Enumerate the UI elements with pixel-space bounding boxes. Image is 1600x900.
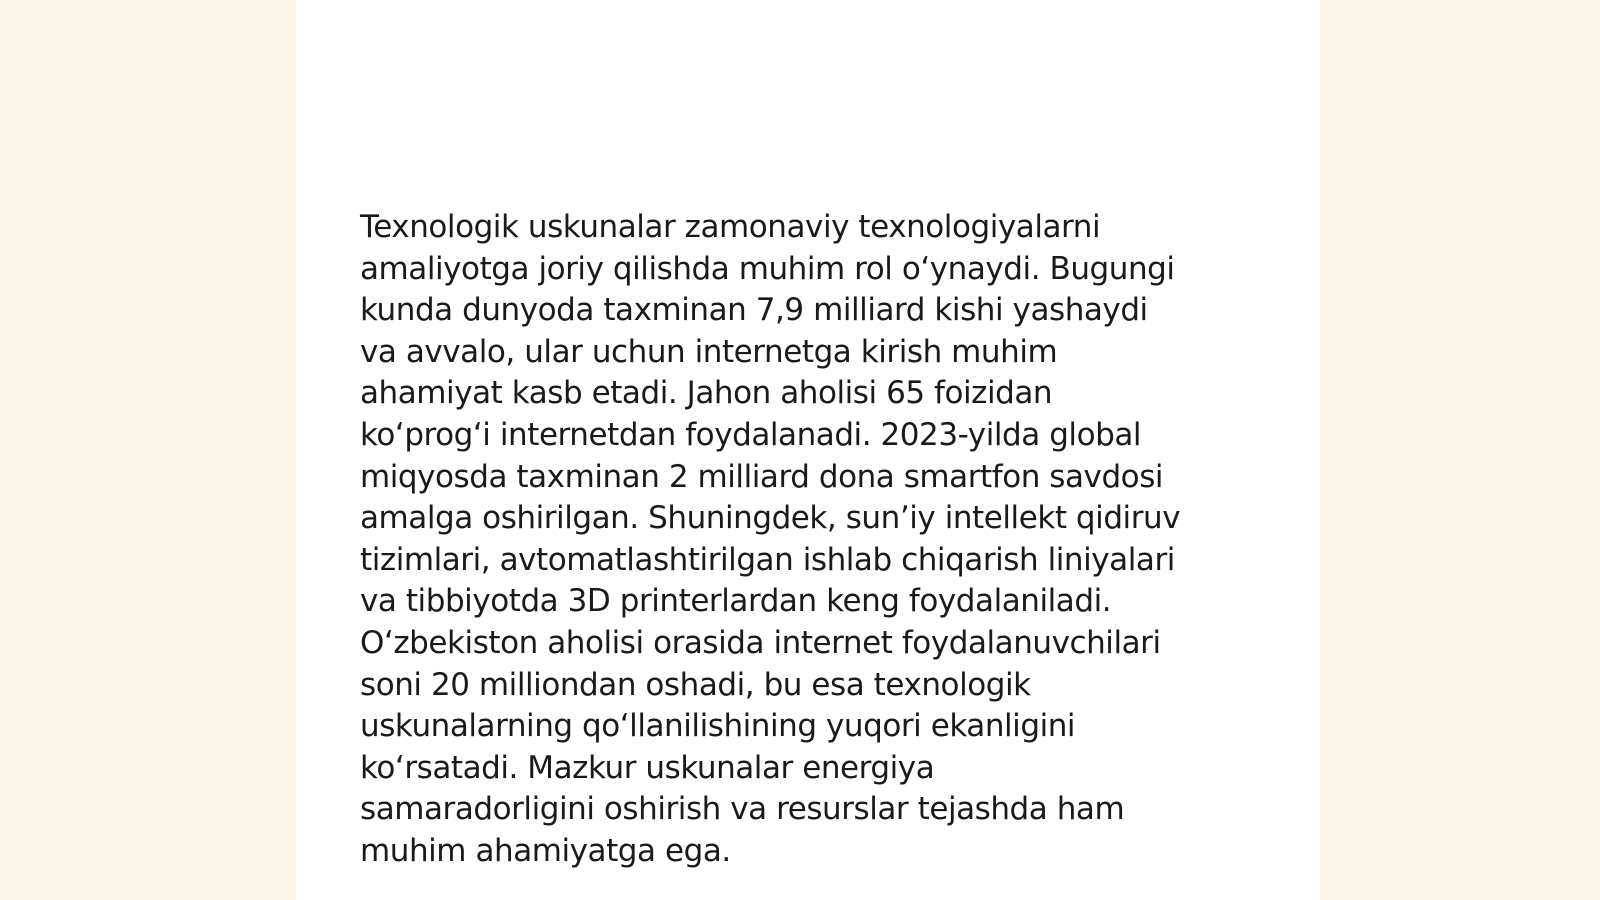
- paragraph-line: tizimlari, avtomatlashtirilgan ishlab chiqarish liniyalari: [360, 541, 1175, 578]
- paragraph-line: uskunalarning qo‘llanilishining yuqori ekanligini: [360, 708, 1076, 745]
- paragraph-line: samaradorligini oshirish va resurslar tejashda ham: [360, 791, 1125, 828]
- paragraph-line: muhim ahamiyatga ega.: [360, 832, 731, 869]
- paragraph-line: kunda dunyoda taxminan 7,9 milliard kishi yashaydi: [360, 292, 1148, 329]
- paragraph-line: O‘zbekiston aholisi orasida internet foydalanuvchilari: [360, 624, 1161, 661]
- paragraph-line: Texnologik uskunalar zamonaviy texnologiyalarni: [360, 209, 1101, 245]
- paragraph-line: soni 20 milliondan oshadi, bu esa texnologik: [360, 666, 1031, 703]
- paragraph-line: ko‘rsatadi. Mazkur uskunalar energiya: [360, 749, 935, 786]
- body-paragraph: [360, 207, 1260, 873]
- paragraph-line: ahamiyat kasb etadi. Jahon aholisi 65 foizidan: [360, 375, 1053, 412]
- paragraph-line: va tibbiyotda 3D printerlardan keng foydalaniladi.: [360, 583, 1112, 620]
- paragraph-line: va avvalo, ular uchun internetga kirish muhim: [360, 333, 1058, 370]
- paragraph-line: ko‘prog‘i internetdan foydalanadi. 2023-yilda global: [360, 416, 1142, 453]
- paragraph-line: miqyosda taxminan 2 milliard dona smartfon savdosi: [360, 458, 1164, 495]
- paragraph-line: amalga oshirilgan. Shuningdek, sun’iy intellekt qidiruv: [360, 500, 1181, 537]
- document-page: [296, 0, 1320, 900]
- paragraph-line: amaliyotga joriy qilishda muhim rol o‘ynaydi. Bugungi: [360, 250, 1175, 287]
